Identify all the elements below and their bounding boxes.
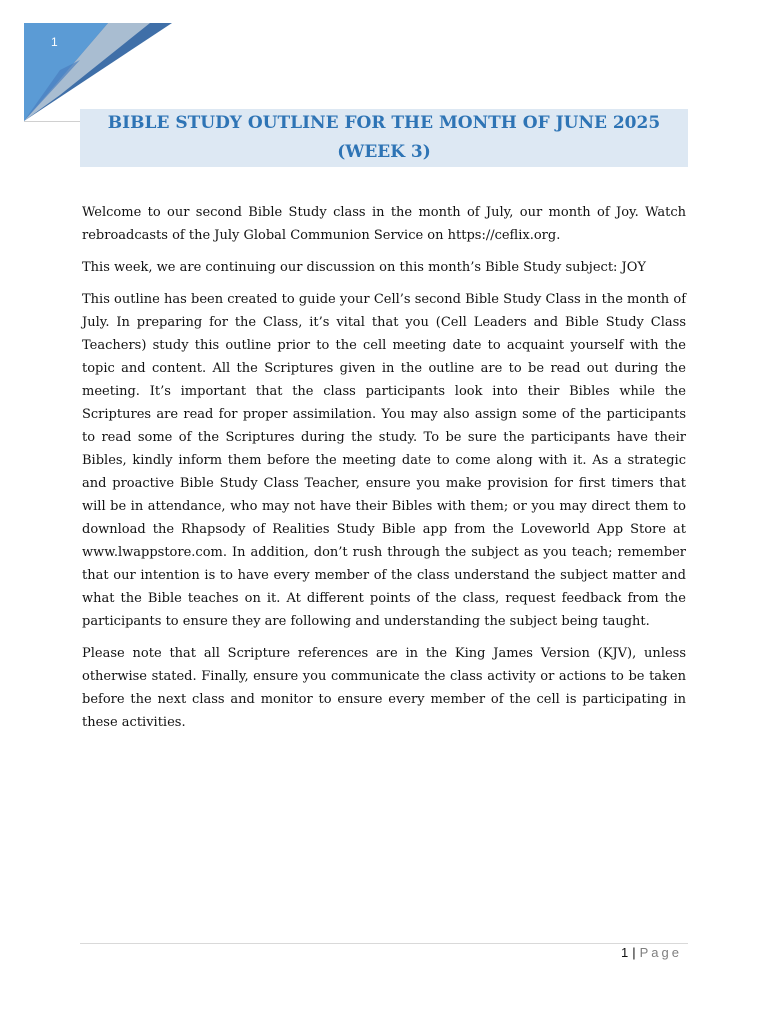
header-rule (24, 121, 80, 122)
footer-page-number: 1 (621, 945, 629, 960)
paragraph-guidance: This outline has been created to guide your Cell’s second Bible Study Class in the month of July. In preparing for the Class, it’s vital that you (Cell Leaders and Bible Study Class Teachers) study this outline prior to the cell meeting date to acquaint yourself with the topic and content. All the Scriptures given in the outline are to be read out during the meeting. It’s important that the class participants look into their Bibles while the Scriptures are read for proper assimilation. You may also assign some of the participants to read some of the Scriptures during the study. To be sure the participants have their Bibles, kindly inform them before the meeting date to come along with it. As a strategic and proactive Bible Study Class Teacher, ensure you make provision for first timers that will be in attendance, who may not have their Bibles with them; or you may direct them to download the Rhapsody of Realities Study Bible app from the Loveworld App Store at www.lwappstore.com. In addition, don’t rush through the subject as you teach; remember that our intention is to have every member of the class understand the subject matter and what the Bible teaches on it. At different points of the class, request feedback from the participants to ensure they are following and understanding the subject being taught. (82, 292, 686, 629)
page-title: BIBLE STUDY OUTLINE FOR THE MONTH OF JUNE 2025 (WEEK 3) (107, 113, 661, 162)
paragraph-welcome: Welcome to our second Bible Study class in the month of July, our month of Joy. Watch rebroadcasts of the July Global Communion Service on https://ceflix.org. (82, 205, 686, 243)
footer-rule (80, 943, 688, 944)
footer-page-label: Page (639, 945, 682, 960)
paragraph-subject: This week, we are continuing our discussion on this month’s Bible Study subject: JOY (82, 260, 647, 275)
page-footer (621, 945, 682, 960)
paragraph-note: Please note that all Scripture references are in the King James Version (KJV), unless otherwise stated. Finally, ensure you communicate the class activity or actions to be taken before the next class and monitor to ensure every member of the cell is participating in these activities. (82, 646, 686, 730)
corner-page-number: 1 (51, 35, 58, 49)
body-text (82, 201, 686, 743)
title-banner (80, 109, 688, 167)
footer-separator: | (632, 945, 636, 960)
